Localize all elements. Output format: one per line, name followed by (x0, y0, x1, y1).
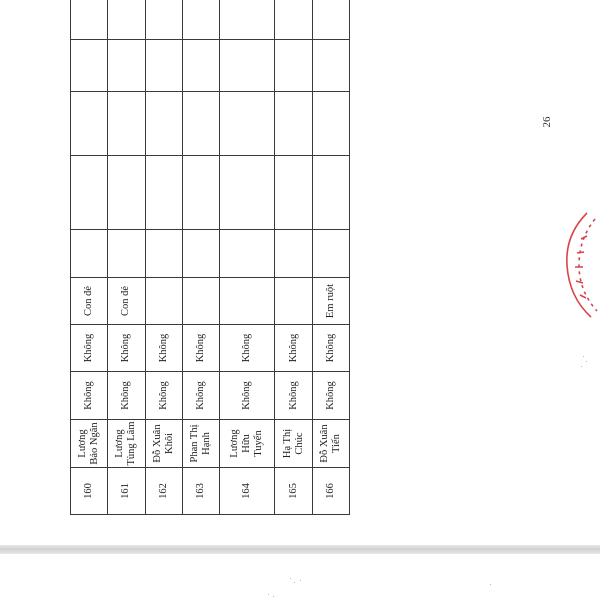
full-name-cell: Đỗ Xuân Tiến (312, 420, 349, 468)
empty-cell (71, 230, 108, 278)
status-cell: Không (275, 372, 312, 420)
empty-cell (220, 40, 275, 92)
full-name-cell: Lương Bảo Ngân (71, 420, 108, 468)
empty-cell (145, 156, 182, 230)
empty-cell (312, 230, 349, 278)
empty-cell (71, 0, 108, 40)
status-cell: Không (145, 325, 182, 372)
relation-cell: Em ruột (312, 278, 349, 325)
page-number: 26 (541, 116, 553, 128)
full-name-cell: Phan Thị Hạnh (182, 420, 219, 468)
status-cell: Không (312, 372, 349, 420)
status-cell: Không (145, 372, 182, 420)
empty-cell (182, 156, 219, 230)
empty-cell (312, 156, 349, 230)
empty-cell (145, 40, 182, 92)
empty-cell (108, 0, 145, 40)
full-name-cell: Lương Tùng Lâm (108, 420, 145, 468)
empty-cell (312, 0, 349, 40)
relation-cell (220, 278, 275, 325)
empty-cell (182, 40, 219, 92)
relation-cell (275, 278, 312, 325)
table-row (312, 0, 349, 515)
row-number-cell: 160 (71, 468, 108, 515)
full-name-cell: Hạ Thị Chúc (275, 420, 312, 468)
empty-cell (108, 92, 145, 156)
next-document-page (0, 554, 600, 600)
row-number-cell: 163 (182, 468, 219, 515)
row-number-cell: 165 (275, 468, 312, 515)
empty-cell (145, 0, 182, 40)
table-row (275, 0, 312, 515)
empty-cell (108, 156, 145, 230)
status-cell: Không (275, 325, 312, 372)
status-cell: Không (182, 325, 219, 372)
full-name-cell: Đỗ Xuân Khôi (145, 420, 182, 468)
empty-cell (275, 0, 312, 40)
empty-cell (71, 156, 108, 230)
status-cell: Không (182, 372, 219, 420)
row-number-cell: 162 (145, 468, 182, 515)
empty-cell (220, 230, 275, 278)
empty-cell (71, 92, 108, 156)
empty-cell (145, 230, 182, 278)
relation-cell (182, 278, 219, 325)
empty-cell (220, 156, 275, 230)
status-cell: Không (108, 372, 145, 420)
row-number-cell: 164 (220, 468, 275, 515)
family-relations-table (70, 0, 350, 515)
table-row (220, 0, 275, 515)
empty-cell (275, 156, 312, 230)
empty-cell (182, 0, 219, 40)
empty-cell (71, 40, 108, 92)
status-cell: Không (312, 325, 349, 372)
status-cell: Không (220, 325, 275, 372)
empty-cell (220, 92, 275, 156)
status-cell: Không (108, 325, 145, 372)
table-row (108, 0, 145, 515)
empty-cell (275, 40, 312, 92)
empty-cell (312, 40, 349, 92)
table-row (182, 0, 219, 515)
relation-cell (145, 278, 182, 325)
empty-cell (312, 92, 349, 156)
empty-cell (145, 92, 182, 156)
empty-cell (182, 92, 219, 156)
status-cell: Không (220, 372, 275, 420)
empty-cell (220, 0, 275, 40)
empty-cell (108, 230, 145, 278)
empty-cell (182, 230, 219, 278)
relation-cell: Con đẻ (108, 278, 145, 325)
row-number-cell: 161 (108, 468, 145, 515)
empty-cell (275, 230, 312, 278)
empty-cell (108, 40, 145, 92)
red-seal-stamp-icon (555, 205, 600, 325)
table-row (71, 0, 108, 515)
table-row (145, 0, 182, 515)
empty-cell (275, 92, 312, 156)
full-name-cell: Lương Hữu Tuyển (220, 420, 275, 468)
status-cell: Không (71, 372, 108, 420)
status-cell: Không (71, 325, 108, 372)
page-separator (0, 545, 600, 554)
relation-cell: Con đẻ (71, 278, 108, 325)
row-number-cell: 166 (312, 468, 349, 515)
